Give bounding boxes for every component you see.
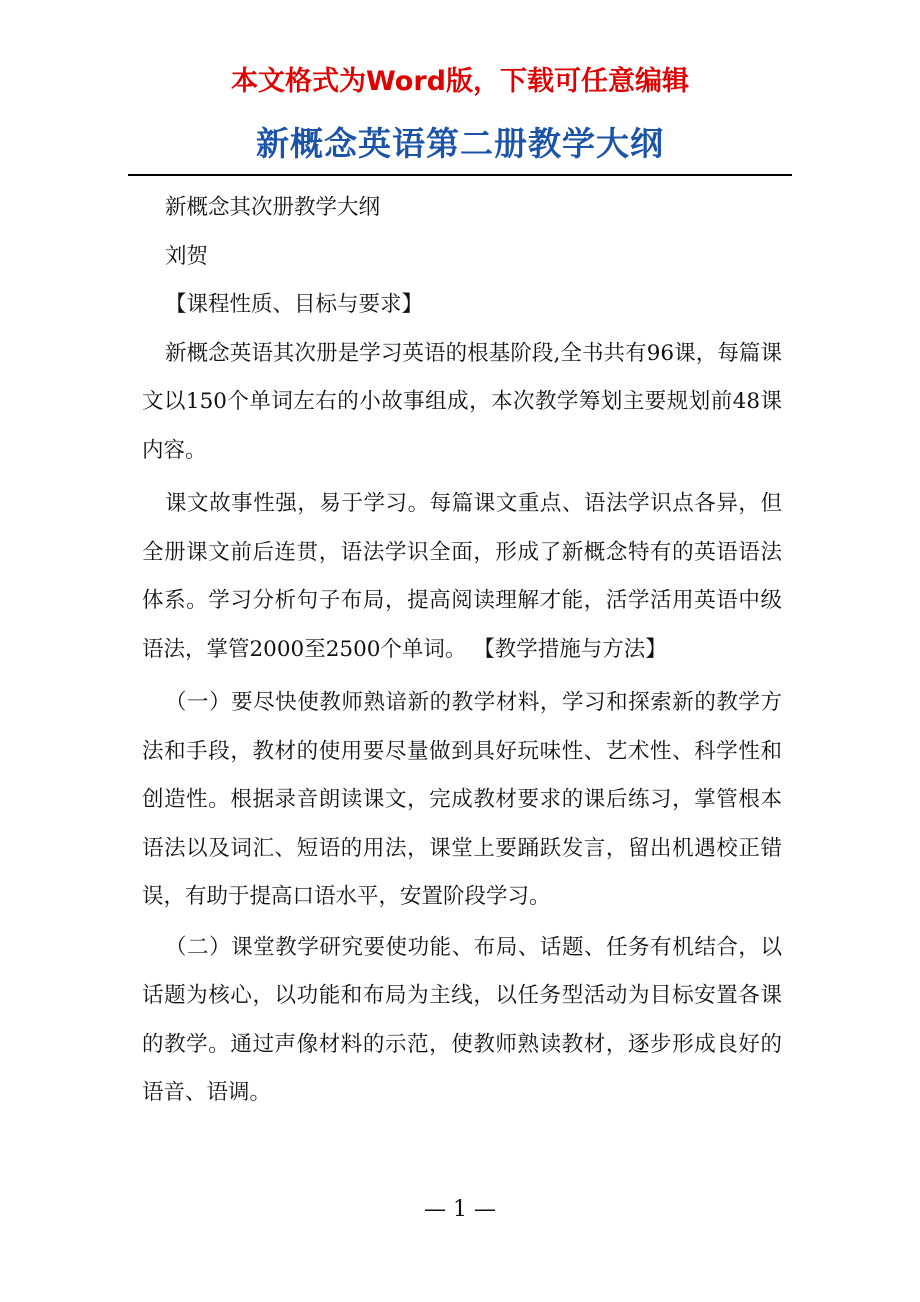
- paragraph-features: 课文故事性强，易于学习。每篇课文重点、语法学识点各异，但全册课文前后连贯，语法学识全面，形成了新概念特有的英语语法体系。学习分析句子布局，提高阅读理解才能，活学活用英语中级语法，掌管2000至2500个单词。 【教学措施与方法】: [142, 491, 782, 662]
- paragraph-method-one: （一）要尽快使教师熟谙新的教学材料，学习和探索新的教学方法和手段，教材的使用要尽量做到具好玩味性、艺术性、科学性和创造性。根据录音朗读课文，完成教材要求的课后练习，掌管根本语法以及词汇、短语的用法，课堂上要踊跃发言，留出机遇校正错误，有助于提高口语水平，安置阶段学习。: [142, 690, 782, 909]
- paragraph-method-two: （二）课堂教学研究要使功能、布局、话题、任务有机结合，以话题为核心，以功能和布局为主线，以任务型活动为目标安置各课的教学。通过声像材料的示范，使教师熟读教材，逐步形成良好的语音、语调。: [142, 934, 782, 1105]
- format-notice-banner: 本文格式为Word版，下载可任意编辑: [230, 66, 689, 97]
- title-divider: [128, 174, 792, 176]
- document-body: [142, 184, 782, 1118]
- document-title: 新概念英语第二册教学大纲: [256, 124, 664, 163]
- section-heading: 【课程性质、目标与要求】: [165, 292, 424, 317]
- paragraph-intro: 新概念英语其次册是学习英语的根基阶段,全书共有96课，每篇课文以150个单词左右的小故事组成，本次教学筹划主要规划前48课内容。: [142, 340, 782, 463]
- subtitle: 新概念其次册教学大纲: [165, 195, 381, 220]
- author-name: 刘贺: [165, 243, 209, 269]
- page-number: — 1 —: [424, 1197, 496, 1222]
